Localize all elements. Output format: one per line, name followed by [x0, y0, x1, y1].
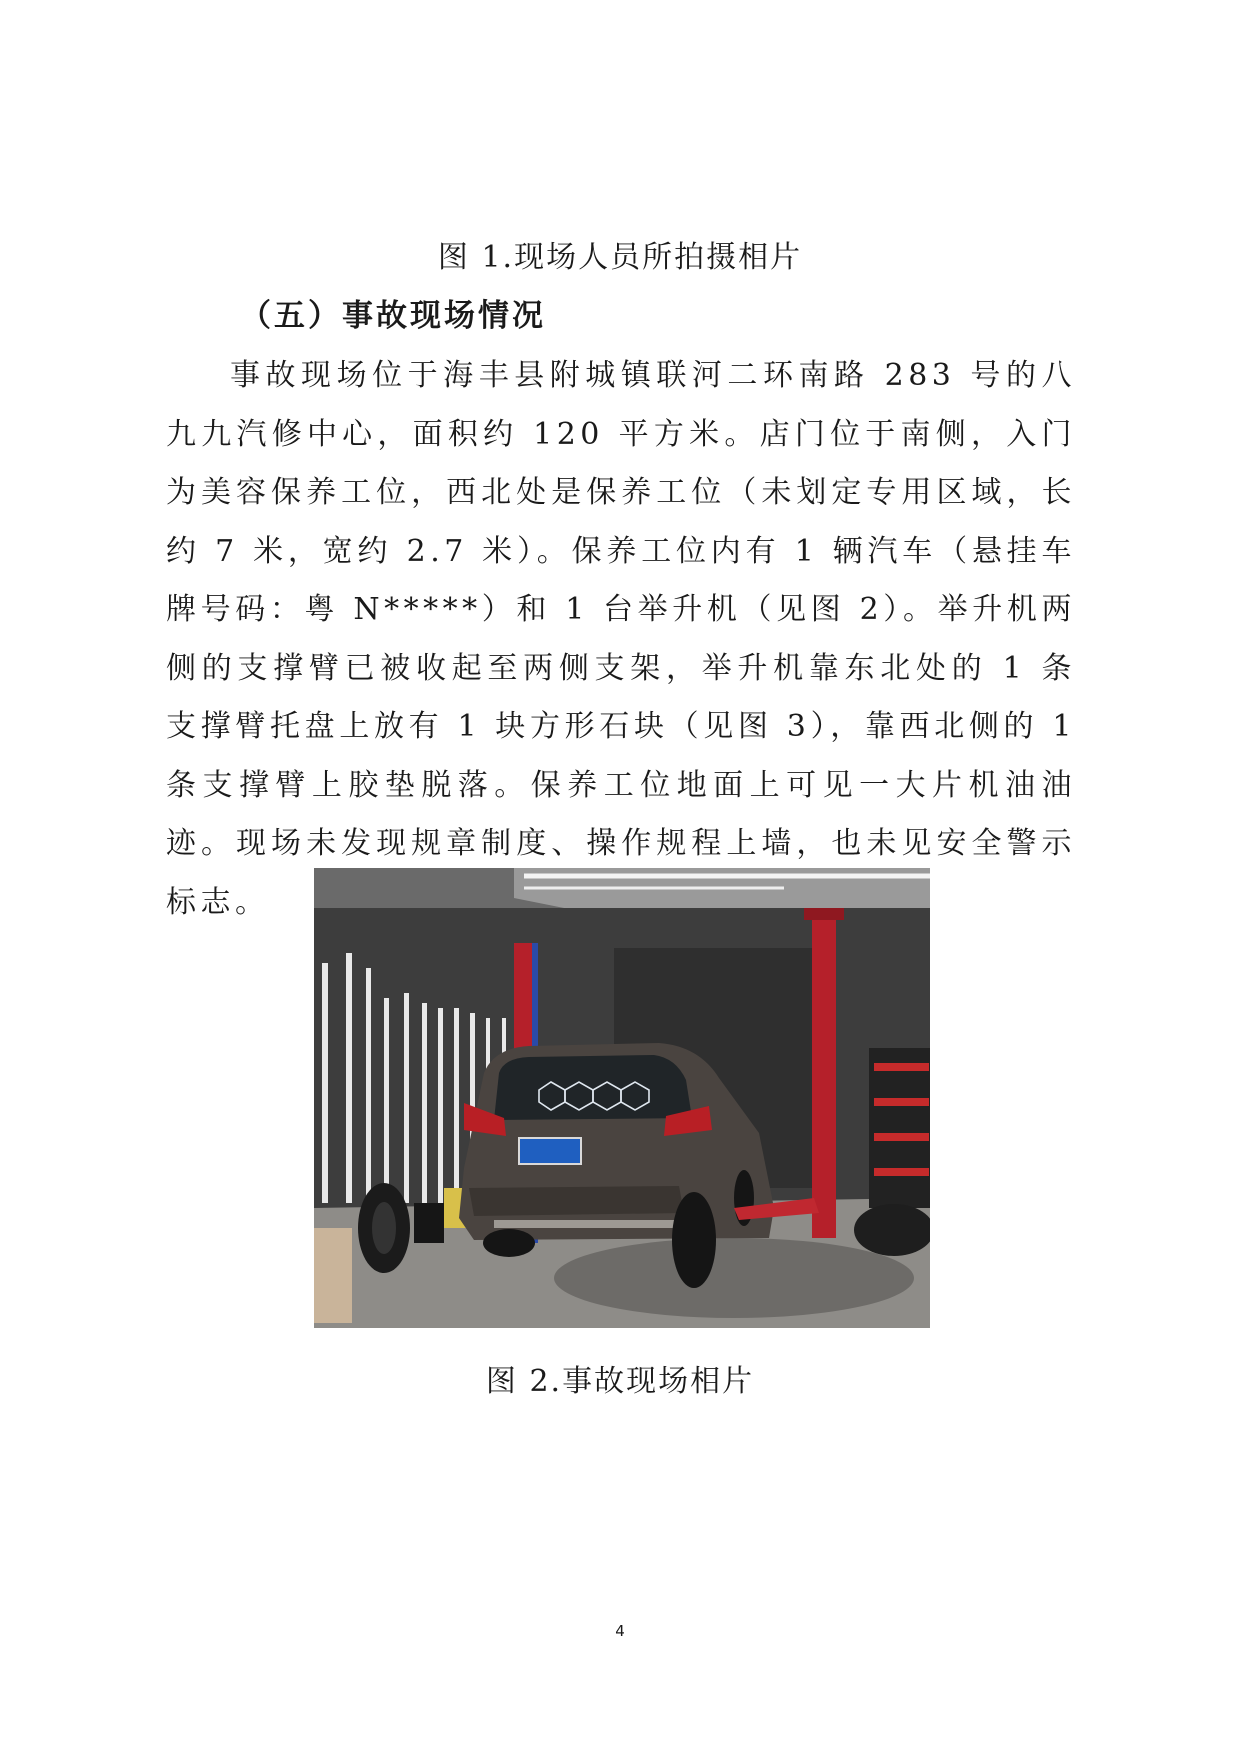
figure-1-caption: 图 1.现场人员所拍摄相片 [437, 240, 803, 275]
figure-2-caption: 图 2.事故现场相片 [485, 1364, 755, 1399]
accident-scene-photo [314, 868, 930, 1328]
page-number: 4 [615, 1622, 625, 1640]
body-paragraph: 事故现场位于海丰县附城镇联河二环南路 283 号的八九九汽修中心，面积约 120 平方米。店门位于南侧，入门为美容保养工位，西北处是保养工位（未划定专用区域，长约 7 米，宽约 2.7 米）。保养工位内有 1 辆汽车（悬挂车牌号码：粤 N*****）和 1 台举升机（见图 2）。举升机两侧的支撑臂已被收起至两侧支架，举升机靠东北处的 1 条支撑臂托盘上放有 1 块方形石块（见图 3），靠西北侧的 1 条支撑臂上胶垫脱落。保养工位地面上可见一大片机油油迹。现场未发现规章制度、操作规程上墙，也未见安全警示标志。 [166, 358, 1076, 920]
section-heading: （五）事故现场情况 [240, 298, 546, 334]
